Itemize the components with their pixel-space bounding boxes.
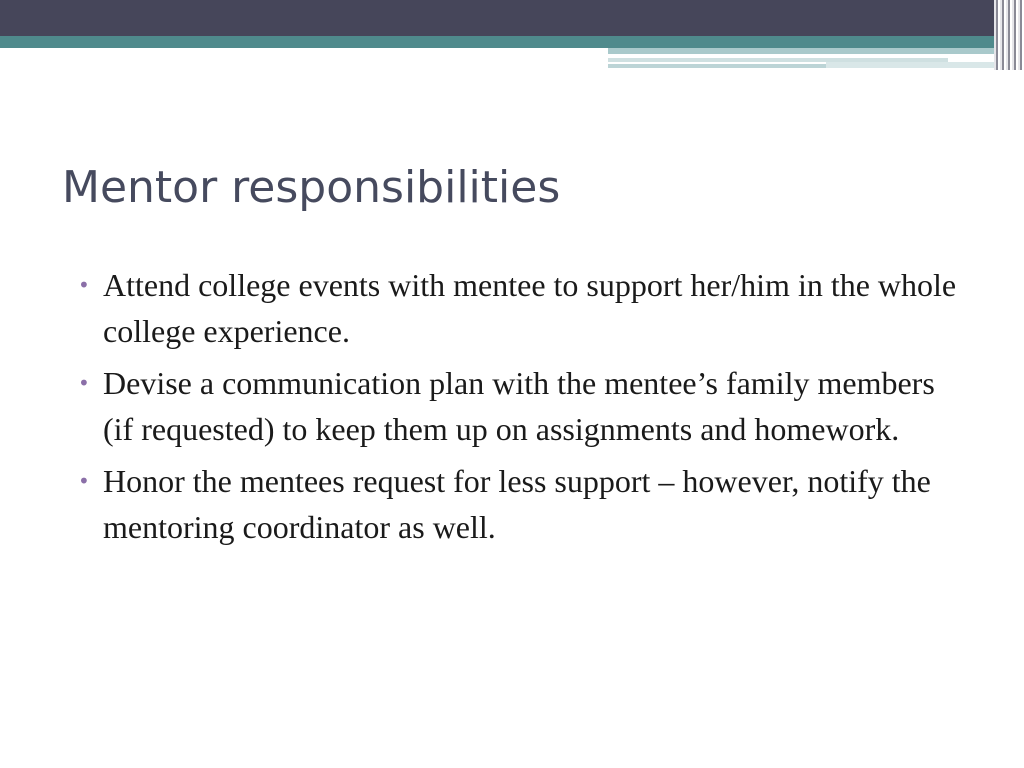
header-band-dark <box>0 0 1024 36</box>
bullet-list <box>78 262 958 556</box>
bullet-dot-icon: • <box>78 469 90 493</box>
header-band-teal <box>0 36 1024 48</box>
bullet-text: Attend college events with mentee to support her/him in the whole college experience. <box>103 267 957 349</box>
bullet-item <box>78 360 958 452</box>
header-accent-line <box>608 48 1024 54</box>
bullet-text: Honor the mentees request for less support – however, notify the mentoring coordinator as well. <box>103 463 931 545</box>
bullet-dot-icon: • <box>78 371 90 395</box>
bullet-item <box>78 262 958 354</box>
bullet-dot-icon: • <box>78 273 90 297</box>
header-stripes-decoration <box>994 0 1024 70</box>
bullet-item <box>78 458 958 550</box>
bullet-text: Devise a communication plan with the mentee’s family members (if requested) to keep them up on assignments and homework. <box>103 365 935 447</box>
header-accent-line <box>608 64 826 68</box>
slide-title: Mentor responsibilities <box>62 162 561 213</box>
